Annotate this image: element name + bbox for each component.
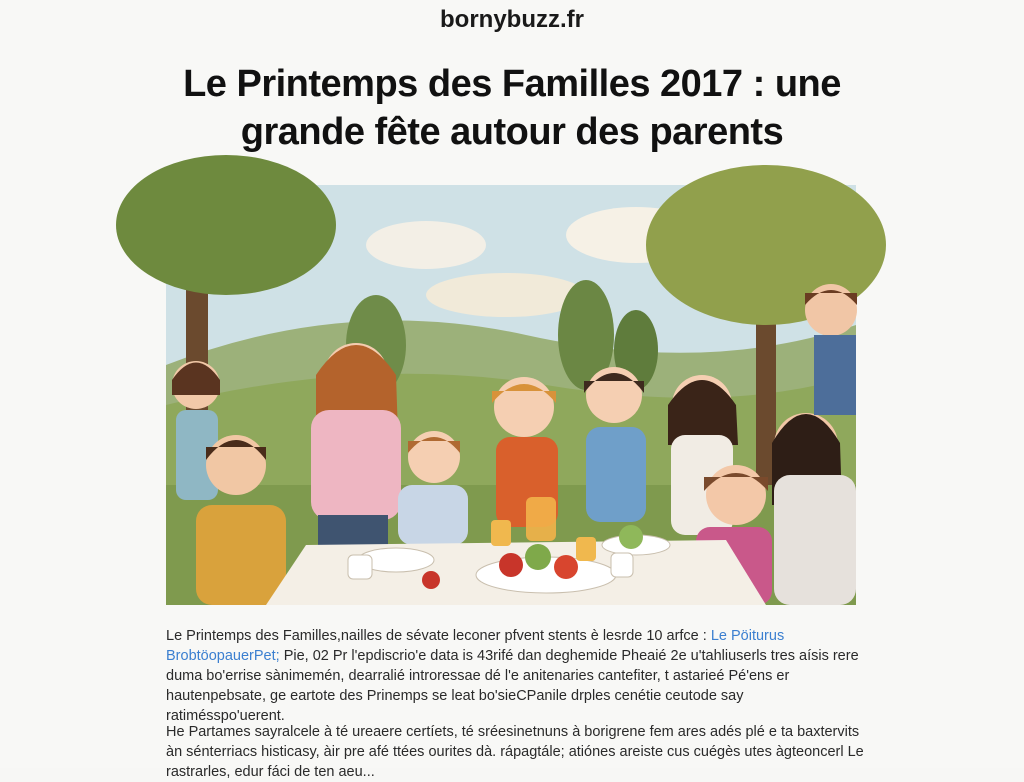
tomato [422,571,440,589]
glass [576,537,596,561]
child-figure [398,431,468,545]
glass [491,520,511,546]
hero-illustration [166,185,856,605]
paragraph-text: Pie, 02 Pr l'epdiscrio'e data is 43rifé dan deghemide Pheaié 2e u'tahliuserls tres aísis rere duma bo'errise sànimemén, dearralié introressae dé l'e anitenaries cantefiter, t astarieé Pé'ens er hautenpebsate, ge eartote des Prinemps se leat bo'sieCPanile drples cenétie ceutode say ratimésspo'uerent. [166,648,859,724]
article-paragraph-1 [166,626,866,726]
article-title: Le Printemps des Familles 2017 : une grande fête autour des parents [183,63,841,153]
tree-canopy [116,155,336,295]
apple [619,525,643,549]
cloud [366,221,486,269]
cup [348,555,372,579]
inline-link[interactable]: Le Pöiturus BrobtöopauerPet; [166,628,785,664]
apple [525,544,551,570]
paragraph-text: Le Printemps des Familles,nailles de sévate leconer pfvent stents è lesrde 10 arfce : [166,628,707,644]
hero-image [166,185,856,605]
article-paragraph-2: He Partames sayralcele à té ureaere certíets, té sréesinetnuns à borigrene fem ares adés plé e ta baxtervits àn sénterriacs histicasy, àir pre afé ttées ourites dà. rápagtále; atiónes areiste cus cuégès utes àgteoncerl Le [166,724,864,760]
article-paragraph-3: rastrarles, edur fáci de ten aeu... [166,764,375,780]
site-name[interactable]: bornybuzz.fr [440,6,584,33]
apple [499,553,523,577]
cup [611,553,633,577]
apple [554,555,578,579]
child-figure [584,367,646,522]
juice-jug [526,497,556,541]
